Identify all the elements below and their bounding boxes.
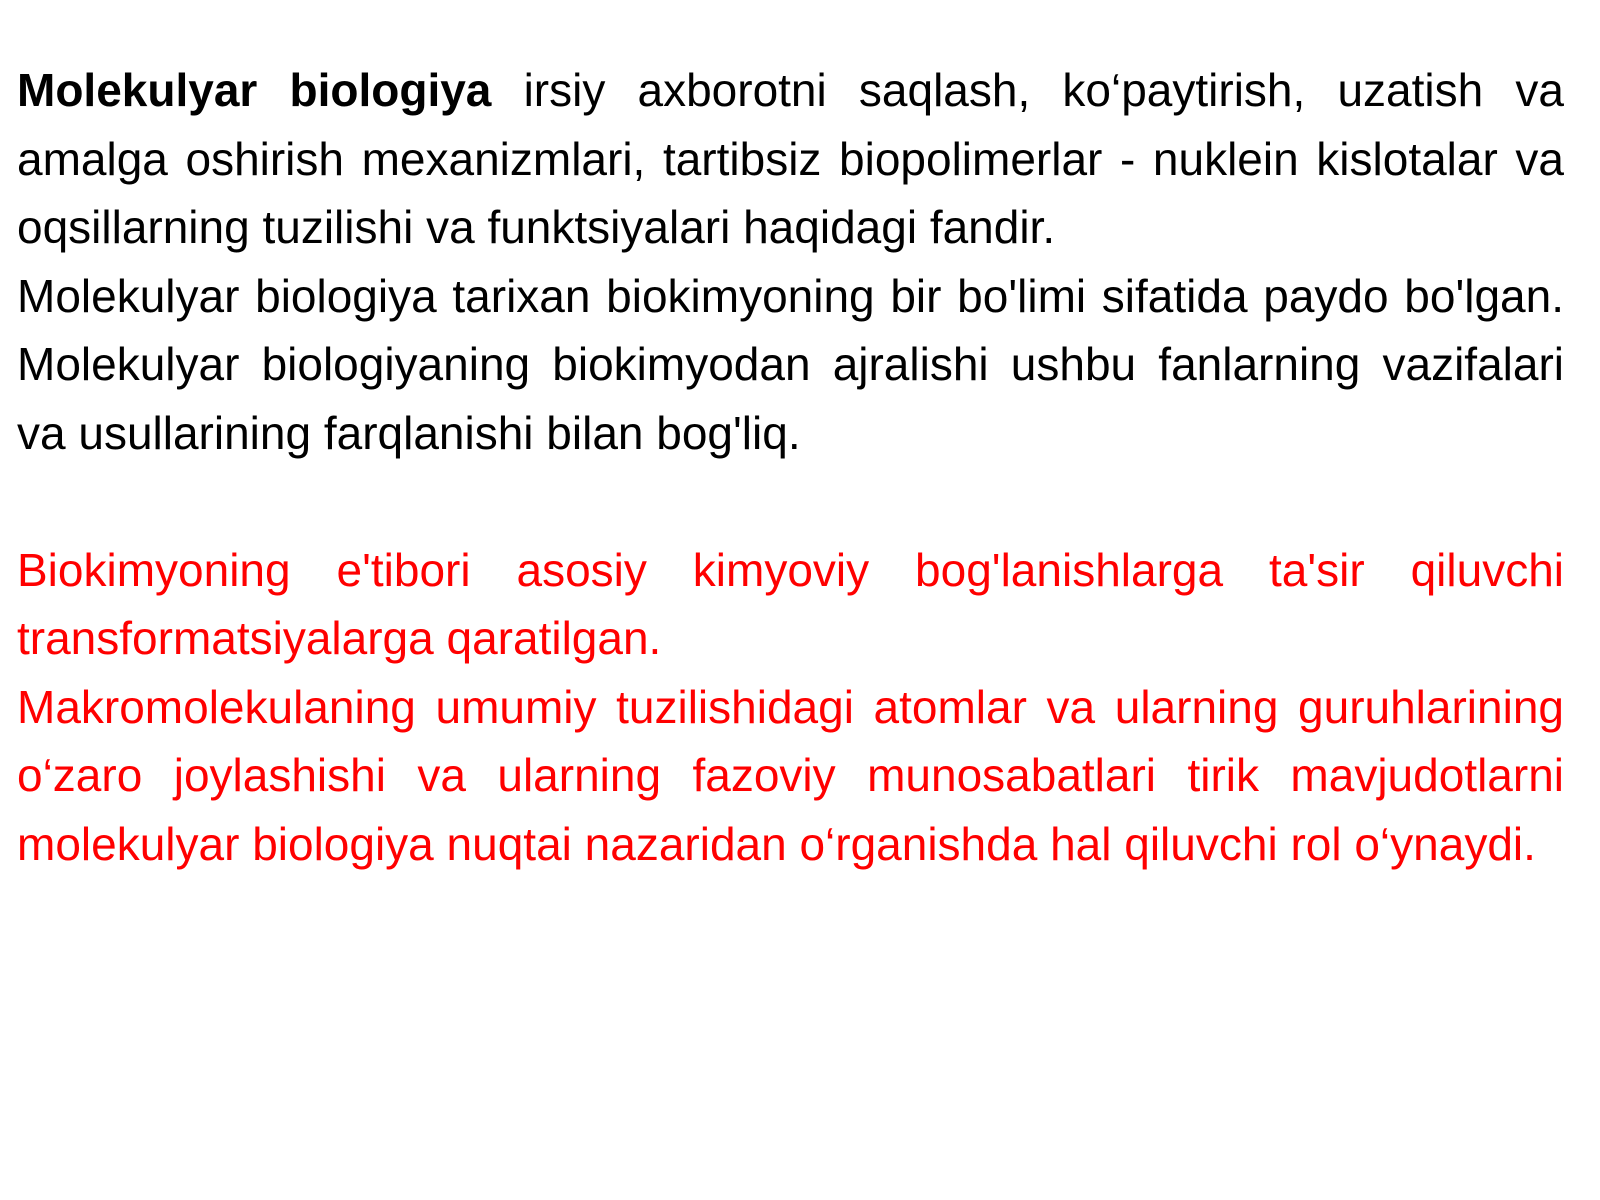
definition-text: irsiy axborotni saqlash, ko‘paytirish, uzatish va amalga oshirish mexanizmlari, tartibsiz biopolimerlar - nuklein kislotalar va oqsillarning tuzilishi va funktsiyalari haqidagi fandir. (17, 64, 1564, 253)
history-paragraph: Molekulyar biologiya tarixan biokimyoning bir bo'limi sifatida paydo bo'lgan. Molekulyar biologiyaning biokimyodan ajralishi ushbu fanlarning vazifalari va usullarining farqlanishi bilan bog'liq. (17, 269, 1564, 459)
lead-term: Molekulyar biologiya (17, 64, 492, 116)
definition-paragraph (17, 56, 1564, 262)
paragraph-spacer (17, 467, 1564, 536)
biochemistry-focus-paragraph: Biokimyoning e'tibori asosiy kimyoviy bog'lanishlarga ta'sir qiluvchi transformatsiyalarga qaratilgan. (17, 543, 1564, 664)
macromolecule-paragraph: Makromolekulaning umumiy tuzilishidagi atomlar va ularning guruhlarining o‘zaro joylashishi va ularning fazoviy munosabatlari tirik mavjudotlarni molekulyar biologiya nuqtai nazaridan o‘rganishda hal qiluvchi rol o‘ynaydi. (17, 680, 1564, 870)
slide-text-body (17, 56, 1564, 878)
